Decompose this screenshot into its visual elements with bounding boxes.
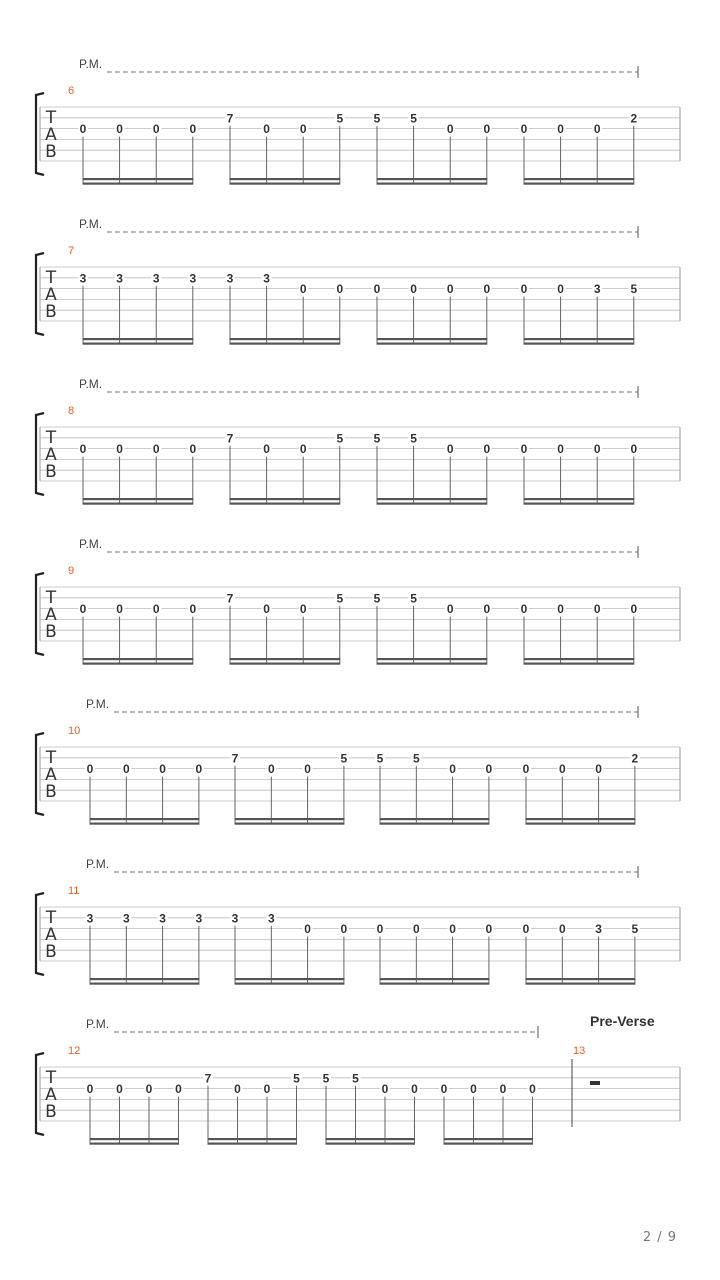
fret-number: 0 — [159, 762, 166, 777]
tab-system-7 — [36, 217, 680, 345]
beam-primary — [377, 178, 488, 180]
tab-clef-b: B — [45, 1102, 57, 1122]
fret-number: 0 — [446, 122, 454, 137]
beam-secondary — [377, 183, 488, 185]
measure-number: 8 — [68, 405, 75, 417]
tab-clef-b: B — [45, 142, 57, 162]
tab-clef-b: B — [45, 622, 57, 642]
measure-number: 11 — [68, 885, 80, 897]
fret-number: 0 — [152, 122, 160, 137]
beam-secondary — [377, 503, 488, 505]
fret-number: 0 — [189, 602, 197, 617]
fret-number: 0 — [630, 602, 638, 617]
tab-clef-t: T — [45, 748, 57, 768]
tab-clef-a: A — [45, 285, 57, 305]
fret-number: 0 — [520, 122, 528, 137]
beam-secondary — [526, 823, 636, 825]
fret-number: 0 — [79, 602, 87, 617]
beam-primary — [208, 1138, 298, 1140]
fret-number: 0 — [299, 122, 307, 137]
beam-secondary — [230, 503, 341, 505]
fret-number: 0 — [411, 1082, 418, 1097]
tab-system-9 — [36, 537, 680, 665]
beam-primary — [83, 178, 194, 180]
fret-number: 0 — [234, 1082, 241, 1097]
tab-clef-a: A — [45, 765, 57, 785]
beam-secondary — [524, 503, 635, 505]
tab-clef-t: T — [45, 428, 57, 448]
beam-primary — [444, 1138, 534, 1140]
fret-number: 0 — [373, 282, 381, 297]
fret-number: 0 — [195, 762, 203, 777]
fret-number: 0 — [116, 1082, 123, 1097]
fret-number: 3 — [79, 271, 87, 286]
beam-primary — [377, 658, 488, 660]
tab-clef-t: T — [45, 588, 57, 608]
measure-number: 13 — [573, 1045, 586, 1057]
beam-secondary — [526, 983, 636, 985]
palm-mute-label: P.M. — [86, 1017, 110, 1031]
beam-primary — [83, 658, 194, 660]
fret-number: 0 — [485, 922, 493, 937]
fret-number: 0 — [263, 602, 270, 617]
tab-clef-a: A — [45, 445, 57, 465]
tab-clef-b: B — [45, 782, 57, 802]
beam-secondary — [235, 983, 345, 985]
fret-number: 0 — [412, 922, 420, 937]
beam-secondary — [524, 183, 635, 185]
tab-clef-b: B — [45, 462, 57, 482]
fret-number: 0 — [483, 122, 491, 137]
fret-number: 5 — [631, 922, 639, 937]
fret-number: 0 — [189, 442, 197, 457]
fret-number: 0 — [520, 282, 528, 297]
beam-secondary — [230, 343, 341, 345]
fret-number: 3 — [593, 282, 601, 297]
fret-number: 0 — [557, 122, 564, 137]
fret-number: 0 — [376, 922, 384, 937]
measure-number: 6 — [68, 85, 75, 97]
fret-number: 0 — [116, 122, 123, 137]
palm-mute-label: P.M. — [79, 217, 103, 231]
beam-secondary — [90, 983, 200, 985]
fret-number: 0 — [485, 762, 493, 777]
fret-number: 0 — [593, 602, 601, 617]
beam-primary — [90, 818, 200, 820]
palm-mute-label: P.M. — [79, 57, 103, 71]
fret-number: 0 — [557, 282, 564, 297]
fret-number: 0 — [263, 1082, 271, 1097]
fret-number: 0 — [593, 122, 601, 137]
beam-primary — [377, 338, 488, 340]
tab-clef-a: A — [45, 125, 57, 145]
beam-primary — [524, 338, 635, 340]
fret-number: 0 — [499, 1082, 507, 1097]
fret-number: 3 — [189, 271, 197, 286]
fret-number: 0 — [263, 122, 270, 137]
fret-number: 0 — [152, 602, 160, 617]
fret-number: 0 — [522, 762, 530, 777]
fret-number: 0 — [630, 442, 638, 457]
fret-number: 5 — [410, 591, 417, 606]
fret-number: 7 — [226, 431, 234, 446]
beam-secondary — [380, 983, 490, 985]
beam-secondary — [235, 823, 345, 825]
fret-number: 0 — [263, 442, 270, 457]
tab-system-11 — [36, 857, 680, 985]
beam-secondary — [83, 343, 194, 345]
whole-rest — [590, 1081, 600, 1085]
measure-number: 10 — [68, 725, 81, 737]
beam-primary — [377, 498, 488, 500]
fret-number: 0 — [336, 282, 344, 297]
fret-number: 3 — [267, 911, 275, 926]
fret-number: 5 — [293, 1071, 300, 1086]
measure-number: 7 — [68, 245, 75, 257]
beam-primary — [83, 498, 194, 500]
fret-number: 0 — [381, 1082, 389, 1097]
beam-primary — [380, 818, 490, 820]
palm-mute-label: P.M. — [86, 857, 110, 871]
fret-number: 0 — [595, 762, 602, 777]
beam-secondary — [83, 183, 194, 185]
fret-number: 7 — [231, 751, 239, 766]
fret-number: 3 — [226, 271, 234, 286]
beam-primary — [326, 1138, 416, 1140]
beam-secondary — [524, 343, 635, 345]
fret-number: 0 — [483, 282, 491, 297]
beam-primary — [83, 338, 194, 340]
fret-number: 0 — [483, 442, 491, 457]
fret-number: 0 — [152, 442, 160, 457]
fret-number: 5 — [352, 1071, 359, 1086]
tab-clef-t: T — [45, 108, 57, 128]
tab-system-10 — [36, 697, 680, 825]
tab-clef-a: A — [45, 605, 57, 625]
fret-number: 0 — [79, 122, 87, 137]
page-counter: 2 / 9 — [642, 1230, 677, 1245]
fret-number: 3 — [231, 911, 239, 926]
beam-primary — [235, 978, 345, 980]
fret-number: 0 — [175, 1082, 182, 1097]
beam-secondary — [377, 663, 488, 665]
fret-number: 5 — [336, 591, 344, 606]
fret-number: 0 — [299, 442, 307, 457]
fret-number: 0 — [440, 1082, 448, 1097]
palm-mute-label: P.M. — [79, 537, 103, 551]
fret-number: 3 — [86, 911, 94, 926]
fret-number: 0 — [557, 442, 564, 457]
beam-secondary — [380, 823, 490, 825]
fret-number: 3 — [595, 922, 602, 937]
tab-system-6 — [36, 57, 680, 185]
fret-number: 3 — [122, 911, 130, 926]
fret-number: 5 — [373, 591, 381, 606]
fret-number: 0 — [267, 762, 275, 777]
beam-secondary — [83, 503, 194, 505]
beam-secondary — [230, 663, 341, 665]
beam-secondary — [326, 1143, 416, 1145]
fret-number: 7 — [226, 591, 234, 606]
fret-number: 3 — [195, 911, 203, 926]
fret-number: 0 — [529, 1082, 536, 1097]
beam-primary — [230, 338, 341, 340]
beam-primary — [524, 178, 635, 180]
beam-primary — [524, 658, 635, 660]
beam-secondary — [83, 663, 194, 665]
fret-number: 0 — [446, 602, 454, 617]
beam-secondary — [90, 1143, 180, 1145]
fret-number: 7 — [226, 111, 234, 126]
fret-number: 0 — [304, 922, 311, 937]
fret-number: 0 — [299, 282, 307, 297]
fret-number: 0 — [304, 762, 311, 777]
beam-secondary — [377, 343, 488, 345]
fret-number: 0 — [116, 442, 123, 457]
fret-number: 0 — [520, 442, 528, 457]
tab-system-8 — [36, 377, 680, 505]
section-label: Pre-Verse — [590, 1013, 655, 1029]
palm-mute-label: P.M. — [86, 697, 110, 711]
fret-number: 2 — [631, 751, 639, 766]
fret-number: 0 — [446, 442, 454, 457]
measure-number: 12 — [68, 1045, 81, 1057]
fret-number: 3 — [263, 271, 270, 286]
fret-number: 0 — [340, 922, 348, 937]
fret-number: 0 — [593, 442, 601, 457]
fret-number: 0 — [470, 1082, 477, 1097]
fret-number: 5 — [322, 1071, 330, 1086]
fret-number: 0 — [189, 122, 197, 137]
fret-number: 0 — [145, 1082, 153, 1097]
fret-number: 5 — [410, 431, 417, 446]
fret-number: 0 — [449, 762, 456, 777]
fret-number: 0 — [483, 602, 491, 617]
fret-number: 0 — [520, 602, 528, 617]
fret-number: 0 — [522, 922, 530, 937]
beam-primary — [526, 978, 636, 980]
tab-clef-t: T — [45, 268, 57, 288]
fret-number: 5 — [412, 751, 420, 766]
tab-clef-t: T — [45, 1068, 57, 1088]
beam-secondary — [524, 663, 635, 665]
measure-number: 9 — [68, 565, 75, 577]
fret-number: 0 — [558, 922, 566, 937]
fret-number: 2 — [630, 111, 638, 126]
beam-secondary — [208, 1143, 298, 1145]
fret-number: 0 — [410, 282, 417, 297]
beam-primary — [230, 498, 341, 500]
fret-number: 0 — [122, 762, 130, 777]
fret-number: 5 — [373, 111, 381, 126]
beam-primary — [235, 818, 345, 820]
beam-primary — [90, 1138, 180, 1140]
tab-clef-a: A — [45, 925, 57, 945]
palm-mute-label: P.M. — [79, 377, 103, 391]
fret-number: 5 — [373, 431, 381, 446]
fret-number: 3 — [159, 911, 166, 926]
fret-number: 5 — [336, 431, 344, 446]
fret-number: 0 — [86, 1082, 94, 1097]
beam-primary — [90, 978, 200, 980]
fret-number: 0 — [557, 602, 564, 617]
tab-system-12 — [36, 1013, 680, 1145]
fret-number: 5 — [410, 111, 417, 126]
beam-secondary — [90, 823, 200, 825]
tab-clef-t: T — [45, 908, 57, 928]
fret-number: 5 — [630, 282, 638, 297]
beam-primary — [526, 818, 636, 820]
fret-number: 0 — [446, 282, 454, 297]
beam-primary — [380, 978, 490, 980]
fret-number: 3 — [116, 271, 123, 286]
fret-number: 5 — [340, 751, 348, 766]
tab-clef-b: B — [45, 942, 57, 962]
fret-number: 5 — [376, 751, 384, 766]
fret-number: 7 — [204, 1071, 212, 1086]
fret-number: 0 — [299, 602, 307, 617]
beam-primary — [524, 498, 635, 500]
tab-clef-b: B — [45, 302, 57, 322]
fret-number: 0 — [116, 602, 123, 617]
fret-number: 0 — [79, 442, 87, 457]
beam-primary — [230, 658, 341, 660]
fret-number: 0 — [558, 762, 566, 777]
fret-number: 5 — [336, 111, 344, 126]
fret-number: 0 — [86, 762, 94, 777]
beam-secondary — [444, 1143, 534, 1145]
fret-number: 3 — [152, 271, 160, 286]
beam-secondary — [230, 183, 341, 185]
beam-primary — [230, 178, 341, 180]
tab-clef-a: A — [45, 1085, 57, 1105]
fret-number: 0 — [449, 922, 456, 937]
